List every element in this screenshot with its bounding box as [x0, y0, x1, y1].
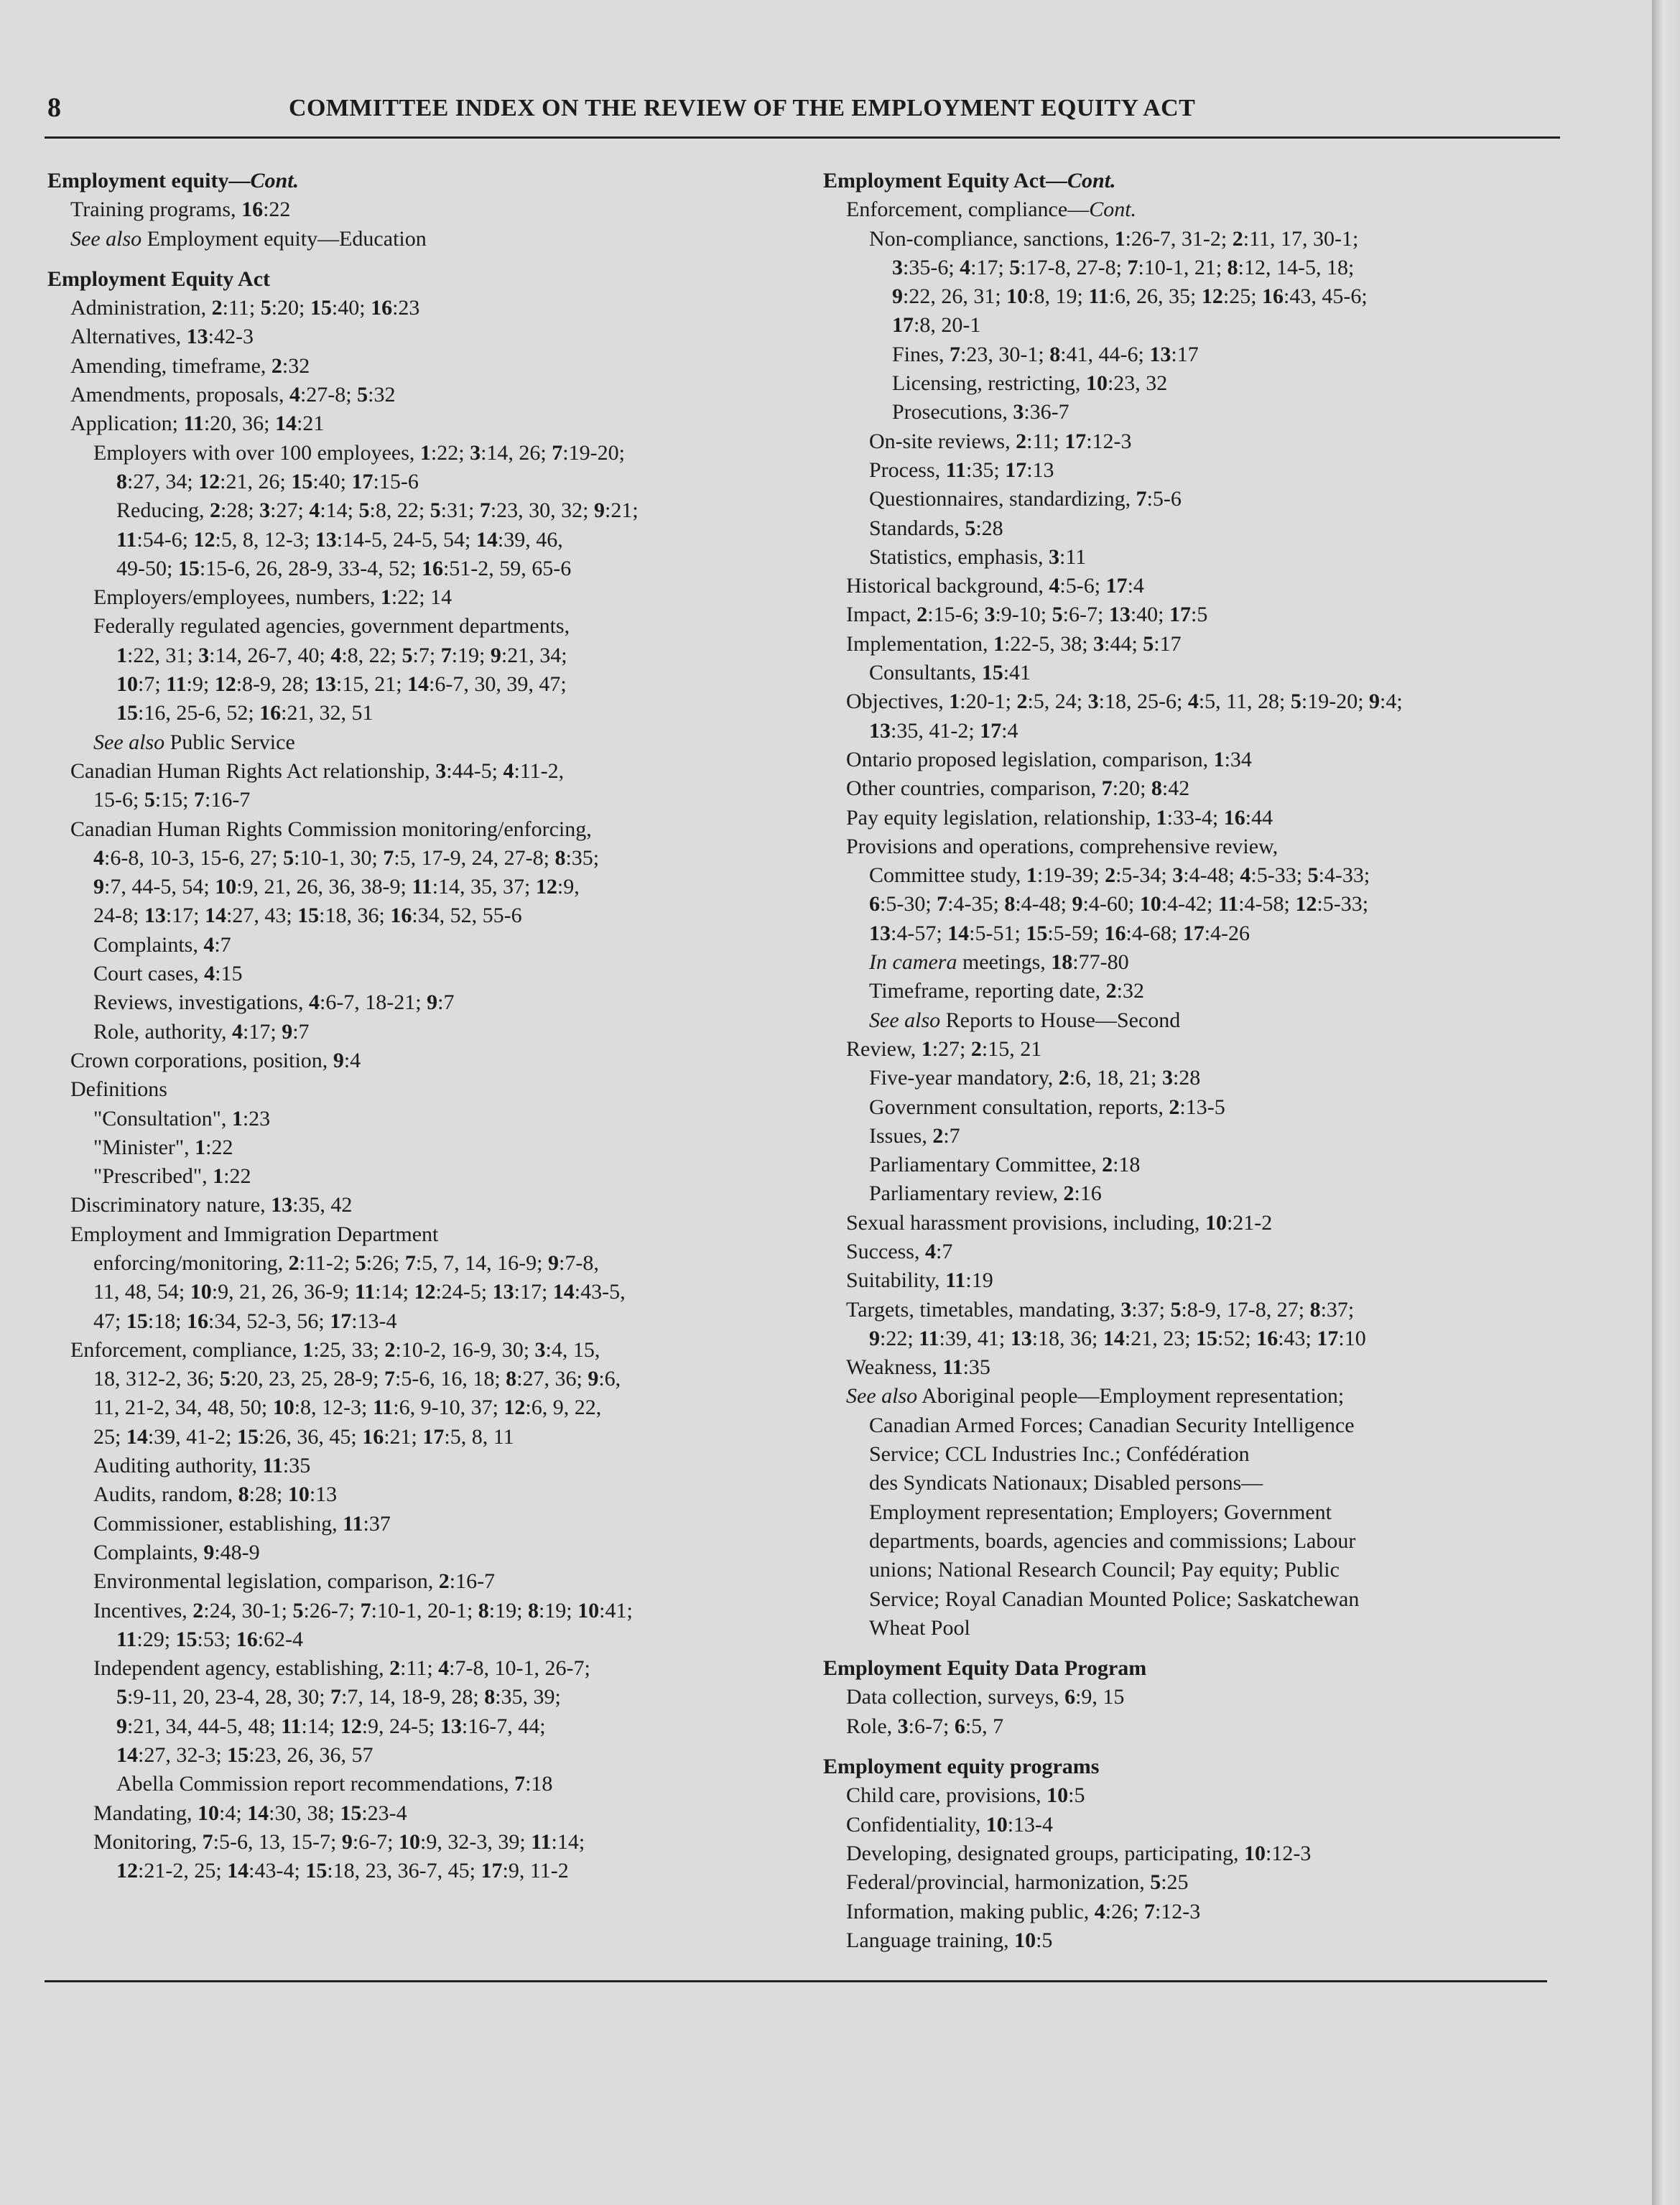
index-entry: Training programs, 16:22	[70, 198, 291, 222]
index-entry: departments, boards, agencies and commissions; Labour	[869, 1528, 1356, 1553]
page-number: 8	[47, 93, 61, 123]
index-entry: Court cases, 4:15	[93, 962, 243, 986]
index-entry: Pay equity legislation, relationship, 1:33-4; 16:44	[846, 805, 1273, 830]
index-entry: Enforcement, compliance, 1:25, 33; 2:10-2, 16-9, 30; 3:4, 15,	[70, 1337, 600, 1362]
index-entry: Impact, 2:15-6; 3:9-10; 5:6-7; 13:40; 17:5	[846, 603, 1208, 627]
index-entry: Developing, designated groups, participating, 10:12-3	[846, 1841, 1312, 1865]
index-entry: Incentives, 2:24, 30-1; 5:26-7; 7:10-1, 20-1; 8:19; 8:19; 10:41;	[93, 1598, 633, 1623]
index-entry: Service; Royal Canadian Mounted Police; Saskatchewan	[869, 1587, 1360, 1611]
index-entry: See also Public Service	[93, 730, 295, 754]
index-entry: Alternatives, 13:42-3	[70, 325, 254, 349]
index-entry: 47; 15:18; 16:34, 52-3, 56; 17:13-4	[93, 1309, 397, 1333]
page-edge	[1652, 0, 1680, 2205]
index-entry: See also Reports to House—Second	[869, 1008, 1181, 1032]
index-entry: Information, making public, 4:26; 7:12-3	[846, 1899, 1201, 1923]
index-entry: 12:21-2, 25; 14:43-4; 15:18, 23, 36-7, 45; 17:9, 11-2	[116, 1859, 569, 1883]
index-entry: Sexual harassment provisions, including, 10:21-2	[846, 1210, 1273, 1235]
index-entry: Audits, random, 8:28; 10:13	[93, 1482, 338, 1507]
index-entry: Committee study, 1:19-39; 2:5-34; 3:4-48; 4:5-33; 5:4-33;	[869, 863, 1370, 888]
index-entry: Implementation, 1:22-5, 38; 3:44; 5:17	[846, 631, 1182, 656]
index-entry: Amendments, proposals, 4:27-8; 5:32	[70, 383, 396, 407]
index-entry: Role, authority, 4:17; 9:7	[93, 1019, 310, 1044]
index-entry: 3:35-6; 4:17; 5:17-8, 27-8; 7:10-1, 21; 8:12, 14-5, 18;	[892, 255, 1355, 279]
index-entry: Employment and Immigration Department	[70, 1222, 439, 1246]
index-entry: Language training, 10:5	[846, 1928, 1053, 1952]
index-entry: 14:27, 32-3; 15:23, 26, 36, 57	[116, 1743, 373, 1768]
index-entry: Confidentiality, 10:13-4	[846, 1812, 1054, 1837]
index-entry: Wheat Pool	[869, 1615, 970, 1640]
index-entry: Monitoring, 7:5-6, 13, 15-7; 9:6-7; 10:9, 32-3, 39; 11:14;	[93, 1829, 585, 1854]
index-entry: 9:22; 11:39, 41; 13:18, 36; 14:21, 23; 15:52; 16:43; 17:10	[869, 1326, 1366, 1350]
index-entry: Fines, 7:23, 30-1; 8:41, 44-6; 13:17	[892, 342, 1199, 366]
index-entry: Canadian Human Rights Commission monitoring/enforcing,	[70, 817, 592, 841]
index-entry: Parliamentary review, 2:16	[869, 1182, 1102, 1206]
index-entry: Mandating, 10:4; 14:30, 38; 15:23-4	[93, 1801, 407, 1825]
index-entry: Complaints, 4:7	[93, 932, 231, 957]
page-header	[45, 92, 1560, 135]
index-entry: 4:6-8, 10-3, 15-6, 27; 5:10-1, 30; 7:5, 17-9, 24, 27-8; 8:35;	[93, 845, 600, 870]
index-entry: 13:35, 41-2; 17:4	[869, 718, 1018, 743]
index-entry: Federally regulated agencies, government departments,	[93, 614, 570, 639]
index-entry: Amending, timeframe, 2:32	[70, 353, 310, 378]
index-entry: 18, 312-2, 36; 5:20, 23, 25, 28-9; 7:5-6, 16, 18; 8:27, 36; 9:6,	[93, 1367, 621, 1391]
index-entry: 9:7, 44-5, 54; 10:9, 21, 26, 36, 38-9; 11:14, 35, 37; 12:9,	[93, 875, 580, 899]
index-entry: Questionnaires, standardizing, 7:5-6	[869, 487, 1182, 511]
index-heading: Employment equity—Cont.	[47, 169, 300, 192]
index-entry: 15:16, 25-6, 52; 16:21, 32, 51	[116, 701, 373, 725]
index-entry: 17:8, 20-1	[892, 313, 981, 338]
index-entry: unions; National Research Council; Pay equity; Public	[869, 1558, 1340, 1582]
index-entry: Environmental legislation, comparison, 2:16-7	[93, 1569, 496, 1594]
index-entry: "Prescribed", 1:22	[93, 1164, 251, 1189]
index-entry: Prosecutions, 3:36-7	[892, 400, 1069, 424]
index-entry: See also Employment equity—Education	[70, 226, 427, 251]
index-entry: 25; 14:39, 41-2; 15:26, 36, 45; 16:21; 17:5, 8, 11	[93, 1424, 514, 1449]
index-entry: Licensing, restricting, 10:23, 32	[892, 371, 1168, 396]
index-entry: Enforcement, compliance—Cont.	[846, 198, 1137, 222]
header-rule	[45, 136, 1560, 139]
index-entry: See also Aboriginal people—Employment representation;	[846, 1384, 1345, 1408]
index-entry: Canadian Armed Forces; Canadian Security Intelligence	[869, 1413, 1355, 1437]
index-entry: Five-year mandatory, 2:6, 18, 21; 3:28	[869, 1066, 1201, 1090]
index-entry: Reviews, investigations, 4:6-7, 18-21; 9:7	[93, 990, 455, 1015]
index-entry: Application; 11:20, 36; 14:21	[70, 412, 325, 436]
index-entry: Reducing, 2:28; 3:27; 4:14; 5:8, 22; 5:31; 7:23, 30, 32; 9:21;	[116, 498, 639, 523]
index-entry: Complaints, 9:48-9	[93, 1540, 260, 1564]
index-entry: 11, 21-2, 34, 48, 50; 10:8, 12-3; 11:6, 9-10, 37; 12:6, 9, 22,	[93, 1396, 602, 1420]
index-entry: Canadian Human Rights Act relationship, 3:44-5; 4:11-2,	[70, 758, 565, 783]
index-entry: 8:27, 34; 12:21, 26; 15:40; 17:15-6	[116, 469, 419, 493]
index-entry: Independent agency, establishing, 2:11; 4:7-8, 10-1, 26-7;	[93, 1656, 590, 1681]
running-title: COMMITTEE INDEX ON THE REVIEW OF THE EMPLOYMENT EQUITY ACT	[289, 95, 1196, 121]
index-entry: Targets, timetables, mandating, 3:37; 5:8-9, 17-8, 27; 8:37;	[846, 1297, 1355, 1322]
index-heading: Employment Equity Data Program	[823, 1656, 1147, 1681]
index-entry: Consultants, 15:41	[869, 661, 1031, 685]
index-entry: Suitability, 11:19	[846, 1268, 993, 1293]
index-column-right	[823, 167, 1541, 1955]
index-entry: 9:22, 26, 31; 10:8, 19; 11:6, 26, 35; 12:25; 16:43, 45-6;	[892, 284, 1368, 309]
index-entry: 11:29; 15:53; 16:62-4	[116, 1627, 304, 1651]
index-entry: Weakness, 11:35	[846, 1355, 990, 1380]
index-heading: Employment equity programs	[823, 1755, 1100, 1779]
index-entry: On-site reviews, 2:11; 17:12-3	[869, 429, 1132, 453]
footer-rule	[45, 1980, 1547, 1982]
index-entry: Discriminatory nature, 13:35, 42	[70, 1193, 353, 1217]
index-entry: 5:9-11, 20, 23-4, 28, 30; 7:7, 14, 18-9, 28; 8:35, 39;	[116, 1685, 561, 1709]
index-entry: Ontario proposed legislation, comparison, 1:34	[846, 747, 1252, 771]
index-entry: enforcing/monitoring, 2:11-2; 5:26; 7:5, 7, 14, 16-9; 9:7-8,	[93, 1250, 599, 1275]
index-heading: Employment Equity Act—Cont.	[823, 169, 1116, 192]
index-entry: Federal/provincial, harmonization, 5:25	[846, 1870, 1189, 1895]
index-entry: Process, 11:35; 17:13	[869, 458, 1054, 482]
index-entry: 24-8; 13:17; 14:27, 43; 15:18, 36; 16:34, 52, 55-6	[93, 904, 522, 928]
index-entry: Historical background, 4:5-6; 17:4	[846, 574, 1144, 598]
index-entry: 9:21, 34, 44-5, 48; 11:14; 12:9, 24-5; 13:16-7, 44;	[116, 1714, 546, 1738]
index-entry: Service; CCL Industries Inc.; Confédération	[869, 1442, 1250, 1467]
index-entry: des Syndicats Nationaux; Disabled persons—	[869, 1471, 1263, 1495]
index-entry: In camera meetings, 18:77-80	[869, 950, 1129, 975]
index-entry: Issues, 2:7	[869, 1123, 960, 1148]
index-entry: Definitions	[70, 1077, 167, 1102]
index-entry: Role, 3:6-7; 6:5, 7	[846, 1714, 1004, 1738]
index-entry: Other countries, comparison, 7:20; 8:42	[846, 776, 1190, 801]
index-entry: Non-compliance, sanctions, 1:26-7, 31-2; 2:11, 17, 30-1;	[869, 226, 1359, 251]
index-entry: Administration, 2:11; 5:20; 15:40; 16:23	[70, 296, 420, 320]
index-entry: Statistics, emphasis, 3:11	[869, 544, 1087, 569]
index-entry: Auditing authority, 11:35	[93, 1454, 311, 1478]
index-entry: 13:4-57; 14:5-51; 15:5-59; 16:4-68; 17:4-26	[869, 921, 1250, 945]
index-entry: Review, 1:27; 2:15, 21	[846, 1036, 1042, 1061]
index-heading: Employment Equity Act	[47, 266, 271, 291]
index-entry: Standards, 5:28	[869, 516, 1003, 540]
index-entry: 11, 48, 54; 10:9, 21, 26, 36-9; 11:14; 12:24-5; 13:17; 14:43-5,	[93, 1280, 626, 1304]
index-entry: 15-6; 5:15; 7:16-7	[93, 788, 251, 812]
index-entry: "Consultation", 1:23	[93, 1106, 271, 1131]
index-entry: Child care, provisions, 10:5	[846, 1783, 1085, 1808]
index-column-left	[47, 167, 794, 1886]
index-entry: "Minister", 1:22	[93, 1135, 233, 1159]
index-entry: Commissioner, establishing, 11:37	[93, 1511, 391, 1536]
index-entry: Employers with over 100 employees, 1:22; 3:14, 26; 7:19-20;	[93, 440, 625, 465]
index-entry: 11:54-6; 12:5, 8, 12-3; 13:14-5, 24-5, 54; 14:39, 46,	[116, 527, 563, 552]
index-entry: Government consultation, reports, 2:13-5	[869, 1095, 1225, 1119]
index-entry: Employment representation; Employers; Government	[869, 1500, 1332, 1524]
index-entry: Objectives, 1:20-1; 2:5, 24; 3:18, 25-6; 4:5, 11, 28; 5:19-20; 9:4;	[846, 690, 1403, 714]
index-entry: 49-50; 15:15-6, 26, 28-9, 33-4, 52; 16:51-2, 59, 65-6	[116, 556, 572, 580]
index-entry: Parliamentary Committee, 2:18	[869, 1153, 1141, 1177]
index-entry: Employers/employees, numbers, 1:22; 14	[93, 585, 453, 610]
index-entry: Success, 4:7	[846, 1239, 953, 1263]
index-entry: 6:5-30; 7:4-35; 8:4-48; 9:4-60; 10:4-42; 11:4-58; 12:5-33;	[869, 892, 1369, 916]
index-entry: Provisions and operations, comprehensive review,	[846, 834, 1278, 858]
index-entry: Abella Commission report recommendations, 7:18	[116, 1772, 553, 1796]
index-entry: Timeframe, reporting date, 2:32	[869, 979, 1144, 1003]
index-entry: 1:22, 31; 3:14, 26-7, 40; 4:8, 22; 5:7; 7:19; 9:21, 34;	[116, 643, 567, 667]
index-entry: 10:7; 11:9; 12:8-9, 28; 13:15, 21; 14:6-7, 30, 39, 47;	[116, 672, 567, 697]
index-entry: Crown corporations, position, 9:4	[70, 1048, 361, 1072]
index-entry: Data collection, surveys, 6:9, 15	[846, 1685, 1125, 1709]
